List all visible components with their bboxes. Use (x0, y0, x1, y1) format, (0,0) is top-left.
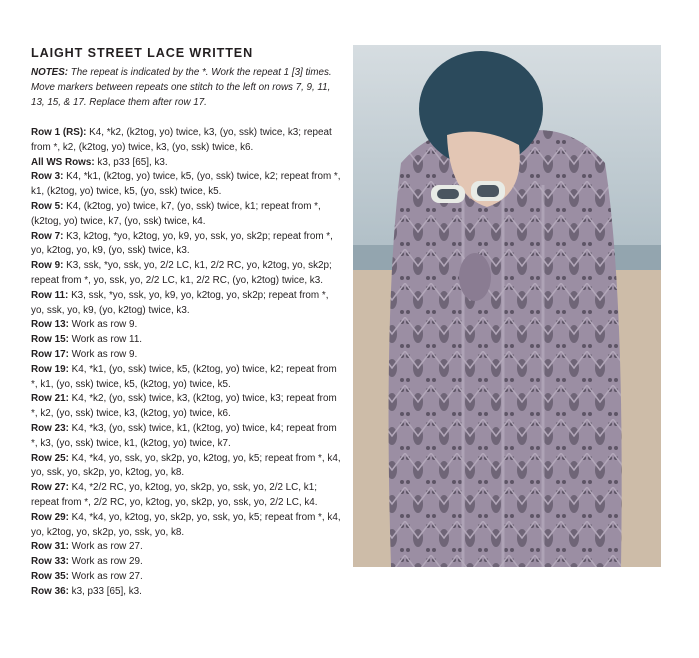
pattern-row (31, 363, 341, 393)
row-text: K4, (k2tog, yo) twice, k7, (yo, ssk) twice, k1; repeat from *, (k2tog, yo) twice, k7, (yo, ssk) twice, k4. (31, 200, 321, 227)
pattern-row (31, 333, 341, 348)
row-text: Work as row 27. (71, 570, 143, 582)
pattern-row (31, 348, 341, 363)
row-label: Row 13: (31, 319, 69, 331)
row-label: Row 29: (31, 511, 69, 523)
pattern-row (31, 422, 341, 452)
pattern-row (31, 126, 341, 156)
row-label: Row 19: (31, 363, 69, 375)
row-text: K3, ssk, *yo, ssk, yo, k9, yo, k2tog, yo, sk2p; repeat from *, yo, ssk, yo, k9, (yo, k2tog) twice, k3. (31, 289, 329, 316)
row-instructions (31, 126, 341, 600)
pattern-row (31, 511, 341, 541)
photo-illustration (353, 45, 661, 567)
pattern-row (31, 259, 341, 289)
row-label: Row 33: (31, 556, 69, 568)
row-label: Row 3: (31, 171, 64, 183)
row-text: K4, *k2, (k2tog, yo) twice, k3, (yo, ssk) twice, k3; repeat from *, k2, (k2tog, yo) twice, k3, (yo, ssk) twice, k6. (31, 127, 332, 153)
pattern-row (31, 318, 341, 333)
pattern-text (31, 46, 341, 600)
row-text: K4, *k1, (k2tog, yo) twice, k5, (yo, ssk) twice, k2; repeat from *, k1, (k2tog, yo) twice, k5, (yo, ssk) twice, k5. (31, 171, 341, 198)
row-text: K3, k2tog, *yo, k2tog, yo, k9, yo, ssk, yo, sk2p; repeat from *, yo, k2tog, yo, k9, (yo, ssk) twice, k3. (31, 230, 333, 257)
row-label: Row 36: (31, 585, 69, 597)
row-text: Work as row 11. (71, 334, 143, 346)
row-text: k3, p33 [65], k3. (71, 585, 142, 597)
pattern-row (31, 585, 341, 600)
row-label: Row 17: (31, 348, 69, 360)
row-label: Row 31: (31, 541, 69, 553)
pattern-row (31, 289, 341, 319)
pattern-row (31, 200, 341, 230)
row-label: Row 35: (31, 570, 69, 582)
row-text: K4, *k4, yo, k2tog, yo, sk2p, yo, ssk, yo, k5; repeat from *, k4, yo, k2tog, yo, sk2p, yo, ssk, yo, k8. (31, 511, 341, 538)
pattern-row (31, 230, 341, 260)
row-label: Row 1 (RS): (31, 127, 87, 138)
row-text: K4, *2/2 RC, yo, k2tog, yo, sk2p, yo, ssk, yo, 2/2 LC, k1; repeat from *, 2/2 RC, yo, k2tog, yo, sk2p, yo, ssk, yo, 2/2 LC, k4. (31, 482, 318, 508)
row-label: Row 11: (31, 289, 69, 301)
row-text: Work as row 9. (71, 348, 138, 360)
pattern-row (31, 452, 341, 482)
row-text: Work as row 29. (71, 556, 143, 568)
pattern-row (31, 156, 341, 171)
row-label: Row 21: (31, 393, 69, 405)
pattern-row (31, 481, 341, 511)
pattern-notes (31, 65, 341, 110)
pattern-row (31, 555, 341, 570)
row-text: Work as row 27. (71, 541, 143, 553)
row-text: K3, ssk, *yo, ssk, yo, 2/2 LC, k1, 2/2 RC, yo, k2tog, yo, sk2p; repeat from *, yo, ssk, yo, 2/2 LC, k1, 2/2 RC, (yo, k2tog) twice, k3. (31, 260, 332, 286)
pattern-row (31, 540, 341, 555)
row-text: K4, *k4, yo, ssk, yo, sk2p, yo, k2tog, yo, k5; repeat from *, k4, yo, ssk, yo, sk2p, yo, k2tog, yo, k8. (31, 452, 341, 479)
pattern-title: LAIGHT STREET LACE WRITTEN (31, 46, 254, 60)
notes-text: The repeat is indicated by the *. Work the repeat 1 [3] times. Move markers between repeats one stitch to the left on rows 7, 9, 11, 13, 15, & 17. Replace them after row 17. (31, 67, 332, 108)
notes-label: NOTES: (31, 67, 69, 78)
pattern-row (31, 392, 341, 422)
row-label: All WS Rows: (31, 156, 95, 168)
row-label: Row 15: (31, 334, 69, 346)
row-label: Row 7: (31, 230, 64, 242)
row-text: K4, *k1, (yo, ssk) twice, k5, (k2tog, yo) twice, k2; repeat from *, k1, (yo, ssk) twice, k5, (k2tog, yo) twice, k5. (31, 363, 337, 390)
pattern-row (31, 170, 341, 200)
row-label: Row 5: (31, 200, 64, 212)
pattern-row (31, 570, 341, 585)
model-photo (353, 45, 661, 567)
row-label: Row 25: (31, 452, 69, 464)
row-text: Work as row 9. (71, 319, 138, 331)
row-label: Row 9: (31, 260, 64, 272)
row-label: Row 27: (31, 482, 69, 494)
row-text: K4, *k2, (yo, ssk) twice, k3, (k2tog, yo) twice, k3; repeat from *, k2, (yo, ssk) twice, k3, (k2tog, yo) twice, k6. (31, 393, 337, 420)
row-text: k3, p33 [65], k3. (97, 156, 168, 168)
row-text: K4, *k3, (yo, ssk) twice, k1, (k2tog, yo) twice, k4; repeat from *, k3, (yo, ssk) twice, k1, (k2tog, yo) twice, k7. (31, 422, 337, 449)
row-label: Row 23: (31, 422, 69, 434)
